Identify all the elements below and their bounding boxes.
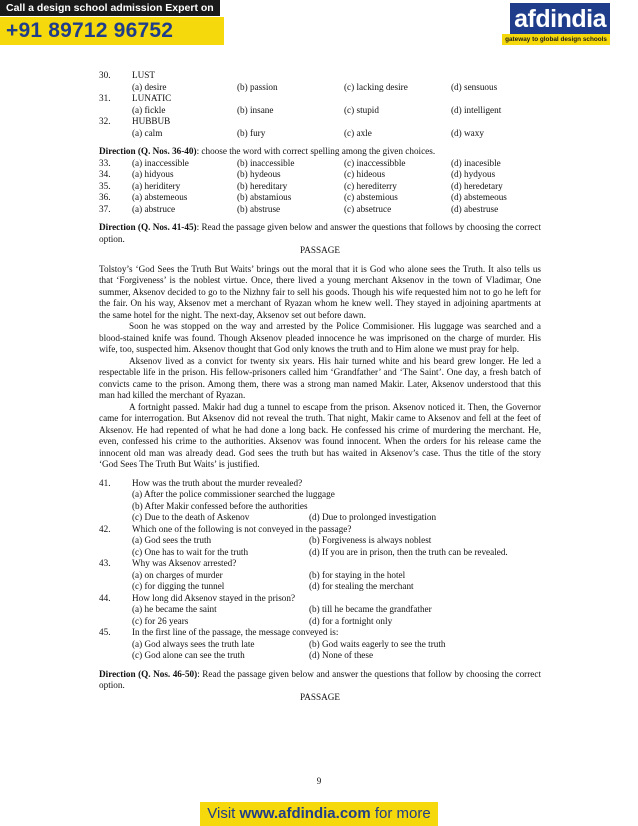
question-text: How long did Aksenov stayed in the prison? <box>132 592 296 603</box>
direction-text: : choose the word with correct spelling among the given choices. <box>196 146 436 156</box>
option[interactable]: (c) hideous <box>344 169 386 179</box>
option[interactable]: (d) abestruse <box>451 203 499 214</box>
question-row <box>99 70 541 82</box>
options-row <box>99 535 541 547</box>
question-number: 36. <box>99 192 111 202</box>
option[interactable]: (d) hydyous <box>451 169 496 179</box>
option[interactable]: (c) God alone can see the truth <box>132 650 245 660</box>
option[interactable]: (c) axle <box>344 127 372 138</box>
question-number: 43. <box>99 558 111 568</box>
question-number: 42. <box>99 523 111 534</box>
passage-title: PASSAGE <box>299 245 340 255</box>
option[interactable]: (c) herediterry <box>344 180 397 191</box>
footer-banner[interactable] <box>200 802 438 826</box>
options-row <box>99 501 541 513</box>
options-row <box>99 128 541 140</box>
options-row <box>99 604 541 616</box>
footer-more: for more <box>374 805 431 822</box>
option[interactable]: (b) till he became the grandfather <box>309 604 432 614</box>
question-row <box>99 158 541 170</box>
option[interactable]: (a) inaccessible <box>132 157 189 168</box>
options-row <box>99 639 541 651</box>
option[interactable]: (b) After Makir confessed before the authorities <box>132 500 308 511</box>
option[interactable]: (b) for staying in the hotel <box>309 569 406 580</box>
option[interactable]: (d) for stealing the merchant <box>309 581 414 591</box>
question-row <box>99 524 541 536</box>
option[interactable]: (b) inaccessible <box>237 157 295 168</box>
option[interactable]: (a) God always sees the truth late <box>132 638 255 649</box>
direction-label: Direction (Q. Nos. 36-40) <box>99 146 197 156</box>
option[interactable]: (d) sensuous <box>451 81 498 92</box>
option[interactable]: (d) waxy <box>451 127 484 138</box>
options-row <box>99 105 541 117</box>
direction-label: Direction (Q. Nos. 41-45) <box>99 222 197 232</box>
question-row <box>99 116 541 128</box>
option[interactable]: (a) heriditery <box>132 180 181 191</box>
option[interactable]: (b) abstamious <box>237 192 292 202</box>
question-text: Which one of the following is not conveyed in the passage? <box>132 523 352 534</box>
footer-visit: Visit <box>207 805 236 822</box>
option[interactable]: (d) Due to prolonged investigation <box>309 512 437 522</box>
option[interactable]: (b) Forgiveness is always noblest <box>309 535 432 545</box>
option[interactable]: (c) absetruce <box>344 203 392 214</box>
passage-title: PASSAGE <box>299 691 340 702</box>
vocab-questions <box>99 70 541 139</box>
question-row <box>99 478 541 490</box>
afdindia-logo[interactable] <box>502 3 610 47</box>
question-number: 31. <box>99 93 111 103</box>
option[interactable]: (b) insane <box>237 104 274 115</box>
option[interactable]: (d) heredetary <box>451 180 503 191</box>
passage-paragraph: A fortnight passed. Makir had dug a tunnel to escape from the prison. Aksenov noticed it. Then, the Governor came for interrogation. But Aksenov did not reveal the truth. That night, Makir came to Aksenov and fell at the feet of Aksenov. He had repented of what he had done a long back. He confessed his crime of murdering the merchant. He, even, confessed his crime to the authorities. Aksenov was found innocent. When the orders for his release came the innocent old man was already dead. God sees the truth but has waited in Aksenov’s case. Thus the title of the story ‘God Sees The Truth But Waits’ is justified. <box>99 401 541 469</box>
question-text: In the first line of the passage, the message conveyed is: <box>132 627 339 637</box>
passage-paragraph: Aksenov lived as a convict for twenty six years. His hair turned white and his beard grew longer. He led a respectable life in the prison. His fellow-prisoners called him ‘Grandfather’ and ‘The Saint’. One day, a fresh batch of convicts came to the prison. Among them, there was a strong man named Makir. Later, Aksenov understood that this man had killed the merchant of Ryazan. <box>99 355 541 400</box>
admission-cta-text: Call a design school admission Expert on <box>0 0 220 16</box>
option[interactable]: (c) lacking desire <box>344 81 408 92</box>
direction-passage-2 <box>99 669 541 692</box>
option[interactable]: (b) abstruse <box>237 203 281 214</box>
direction-label: Direction (Q. Nos. 46-50) <box>99 668 198 679</box>
question-row <box>99 593 541 605</box>
option[interactable]: (a) fickle <box>132 104 166 115</box>
logo-wordmark: afdindia <box>510 3 610 35</box>
option[interactable]: (d) If you are in prison, then the truth can be revealed. <box>309 546 508 557</box>
question-number: 32. <box>99 116 111 126</box>
options-row <box>99 616 541 628</box>
question-row <box>99 558 541 570</box>
question-row <box>99 204 541 216</box>
option[interactable]: (b) hydeous <box>237 169 281 179</box>
options-row <box>99 547 541 559</box>
option[interactable]: (a) abstemeous <box>132 192 188 202</box>
question-word: LUST <box>132 70 155 80</box>
option[interactable]: (d) intelligent <box>451 104 502 115</box>
passage-paragraph: Tolstoy’s ‘God Sees the Truth But Waits’ brings out the moral that it is God who alone sees the Truth. It also tells us that ‘Forgiveness’ is the noblest virtue. Once, there lived a young merchant Aksenov in the town of Vladimar, One summer, Aksenov decided to go to the Nizhny fair to sell his goods. Though his wife requested him not to go he left for the fair. On his way, Aksenov met a merchant of Ryazan whom he knew well. They stayed in adjoining apartments at the same hotel for the night. The next-day, Aksenov set out before dawn. <box>99 263 541 320</box>
phone-number[interactable]: +91 89712 96752 <box>0 17 224 45</box>
option[interactable]: (b) hereditary <box>237 180 288 191</box>
option[interactable]: (b) fury <box>237 127 266 138</box>
option[interactable]: (a) he became the saint <box>132 604 217 614</box>
question-text: How was the truth about the murder revealed? <box>132 477 303 488</box>
option[interactable]: (a) hidyous <box>132 169 174 179</box>
question-row <box>99 93 541 105</box>
direction-text: : Read the passage given below and answer the questions that follows by choosing the correct option. <box>99 222 542 244</box>
logo-tagline: gateway to global design schools <box>502 34 610 45</box>
option[interactable]: (d) abstemeous <box>451 192 507 202</box>
option[interactable]: (a) desire <box>132 81 167 92</box>
option[interactable]: (c) for digging the tunnel <box>132 581 225 591</box>
options-row <box>99 581 541 593</box>
question-number: 33. <box>99 157 111 168</box>
question-text: Why was Aksenov arrested? <box>132 558 237 568</box>
option[interactable]: (d) None of these <box>309 650 374 660</box>
page-content <box>99 70 541 703</box>
header-contact <box>0 0 225 46</box>
option[interactable]: (a) on charges of murder <box>132 569 223 580</box>
options-row <box>99 512 541 524</box>
options-row <box>99 82 541 94</box>
question-number: 34. <box>99 169 111 179</box>
option[interactable]: (a) After the police commissioner searched the luggage <box>132 489 335 499</box>
option[interactable]: (d) inacesible <box>451 157 501 168</box>
question-row <box>99 627 541 639</box>
option[interactable]: (c) Due to the death of Askenov <box>132 512 250 522</box>
option[interactable]: (c) inaccessibble <box>344 157 406 168</box>
option[interactable]: (a) abstruce <box>132 203 176 214</box>
question-number: 41. <box>99 477 111 488</box>
option[interactable]: (a) calm <box>132 127 163 138</box>
option[interactable]: (c) stupid <box>344 104 379 115</box>
page-number: 9 <box>316 776 322 786</box>
direction-passage <box>99 222 541 245</box>
options-row <box>99 570 541 582</box>
question-row <box>99 181 541 193</box>
option[interactable]: (b) passion <box>237 81 278 92</box>
question-row <box>99 192 541 204</box>
option[interactable]: (a) God sees the truth <box>132 535 212 545</box>
question-word: LUNATIC <box>132 93 172 103</box>
question-word: HUBBUB <box>132 116 171 126</box>
direction-spelling <box>99 146 541 158</box>
spelling-questions <box>99 158 541 216</box>
direction-text: : Read the passage given below and answer the questions that follow by choosing the correct option. <box>99 668 541 690</box>
options-row <box>99 489 541 501</box>
question-row <box>99 169 541 181</box>
question-number: 37. <box>99 203 111 214</box>
passage-paragraph: Soon he was stopped on the way and arrested by the Police Commisioner. His luggage was searched and a blood-stained knife was found. Though Aksenov pleaded innocence he was imprisoned on the charge of murder. His wife, too, suspected him. Aksenov thought that God only knows the truth and to Him alone we must pray for help. <box>99 321 541 354</box>
footer-site-link[interactable]: www.afdindia.com <box>239 805 371 822</box>
option[interactable]: (d) for a fortnight only <box>309 615 393 626</box>
question-number: 30. <box>99 70 111 80</box>
option[interactable]: (c) for 26 years <box>132 615 189 626</box>
option[interactable]: (c) abstemious <box>344 192 398 202</box>
option[interactable]: (c) One has to wait for the truth <box>132 546 249 557</box>
question-number: 35. <box>99 180 111 191</box>
options-row <box>99 650 541 662</box>
comprehension-questions <box>99 478 541 662</box>
question-number: 45. <box>99 627 111 637</box>
question-number: 44. <box>99 592 111 603</box>
option[interactable]: (b) God waits eagerly to see the truth <box>309 638 446 649</box>
